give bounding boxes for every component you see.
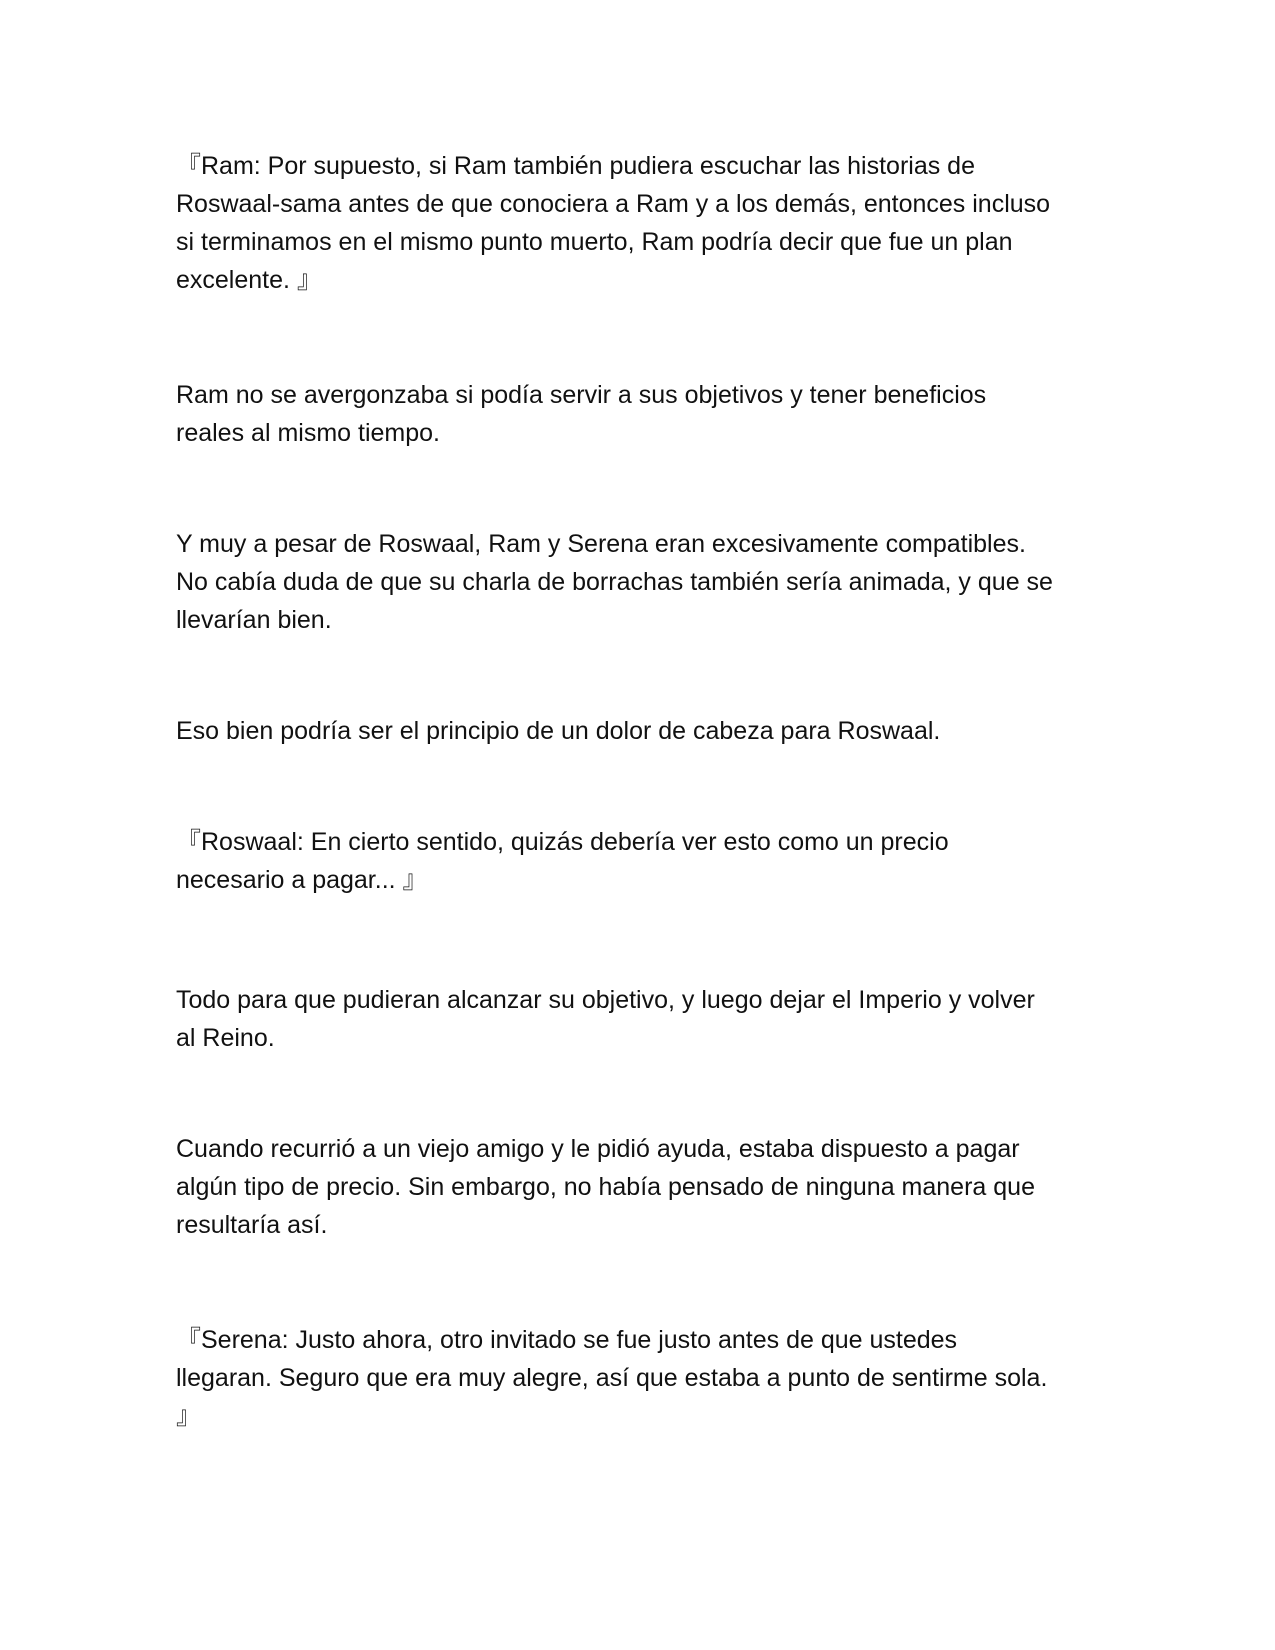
narration-paragraph: Y muy a pesar de Roswaal, Ram y Serena eran excesivamente compatibles. No cabía duda de que su charla de borrachas también sería animada, y que se llevarían bien. (176, 530, 1053, 634)
dialogue-paragraph-serena: 『Serena: Justo ahora, otro invitado se fue justo antes de que ustedes llegaran. Seguro que era muy alegre, así que estaba a punto de sentirme sola. 』 (176, 1326, 1048, 1430)
narration-paragraph: Cuando recurrió a un viejo amigo y le pidió ayuda, estaba dispuesto a pagar algún tipo de precio. Sin embargo, no había pensado de ninguna manera que resultaría así. (176, 1135, 1035, 1239)
dialogue-paragraph-ram: 『Ram: Por supuesto, si Ram también pudiera escuchar las historias de Roswaal-sama antes de que conociera a Ram y a los demás, entonces incluso si terminamos en el mismo punto muerto, Ram podría decir que fue un plan excelente. 』 (176, 152, 1051, 294)
narration-paragraph: Ram no se avergonzaba si podía servir a sus objetivos y tener beneficios reales al mismo tiempo. (176, 381, 987, 447)
narration-paragraph: Todo para que pudieran alcanzar su objetivo, y luego dejar el Imperio y volver al Reino. (176, 986, 1035, 1052)
dialogue-paragraph-roswaal: 『Roswaal: En cierto sentido, quizás debería ver esto como un precio necesario a pagar... 』 (176, 828, 949, 894)
narration-paragraph: Eso bien podría ser el principio de un dolor de cabeza para Roswaal. (176, 717, 941, 745)
